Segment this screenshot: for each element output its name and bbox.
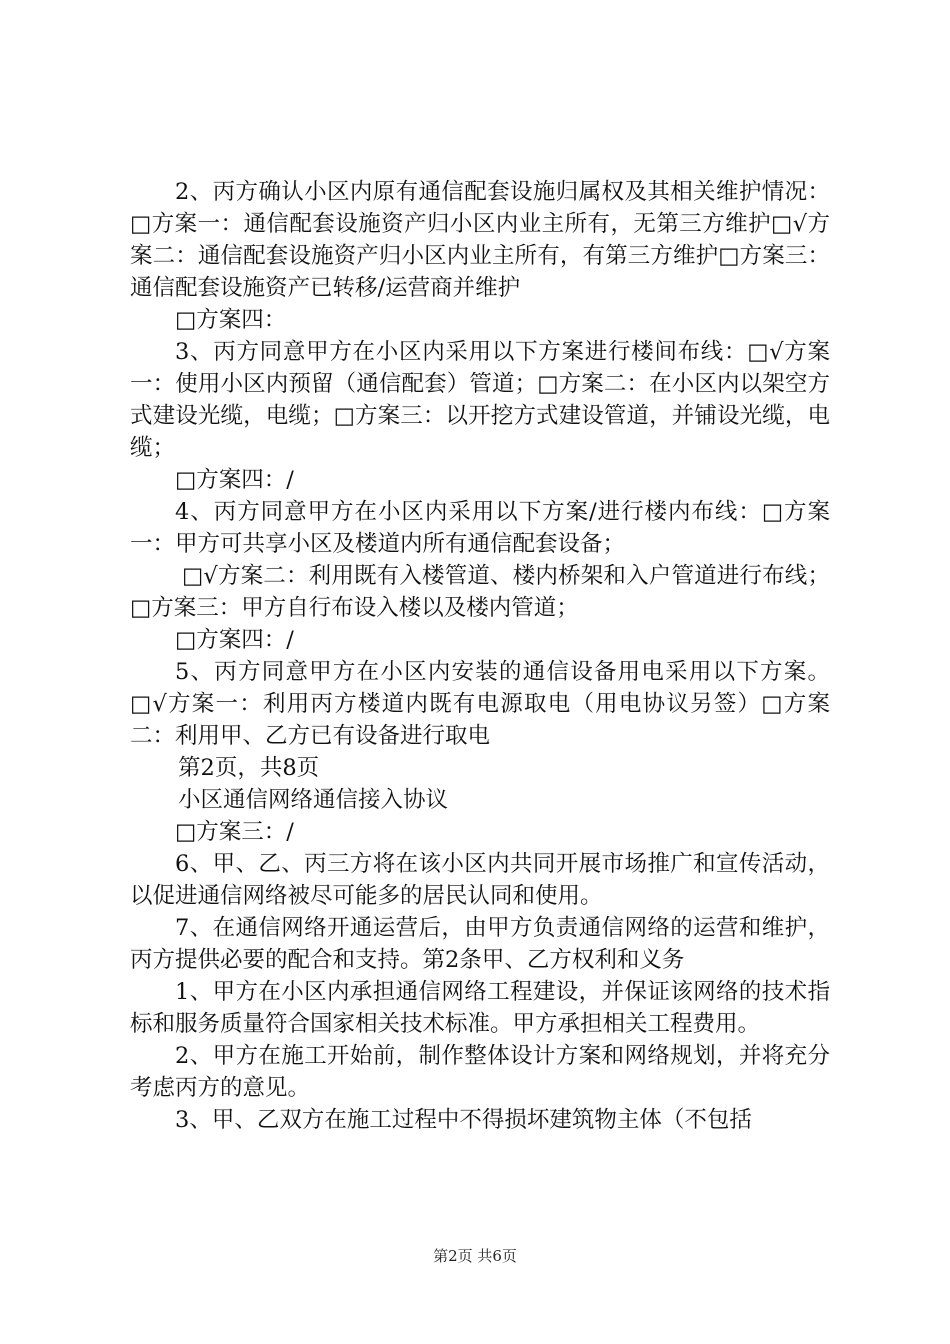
paragraph-rights-1: 1、甲方在小区内承担通信网络工程建设，并保证该网络的技术指标和服务质量符合国家相关技术标准。甲方承担相关工程费用。	[130, 979, 830, 1037]
paragraph-option-4-slash: □方案四：/	[175, 467, 294, 493]
paragraph-clause-5: 5、丙方同意甲方在小区内安装的通信设备用电采用以下方案。□√方案一：利用丙方楼道内既有电源取电（用电协议另签）□方案二：利用甲、乙方已有设备进行取电	[130, 659, 830, 749]
paragraph-rights-3: 3、甲、乙双方在施工过程中不得损坏建筑物主体（不包括	[175, 1107, 752, 1133]
paragraph-clause-6: 6、甲、乙、丙三方将在该小区内共同开展市场推广和宣传活动，以促进通信网络被尽可能多的居民认同和使用。	[130, 851, 830, 909]
page-footer: 第2页 共6页	[433, 1247, 517, 1265]
paragraph-option-4: □方案四：	[175, 307, 287, 333]
paragraph-clause-7: 7、在通信网络开通运营后，由甲方负责通信网络的运营和维护，丙方提供必要的配合和支持。第2条甲、乙方权利和义务	[130, 915, 830, 973]
inline-page-marker: 第2页，共8页	[178, 755, 320, 781]
paragraph-option-3-slash: □方案三：/	[175, 819, 294, 845]
document-body	[130, 176, 830, 1136]
paragraph-clause-4-option-2: □√方案二：利用既有入楼管道、楼内桥架和入户管道进行布线；□方案三：甲方自行布设入楼以及楼内管道；	[130, 563, 830, 621]
paragraph-clause-3: 3、丙方同意甲方在小区内采用以下方案进行楼间布线：□√方案一：使用小区内预留（通信配套）管道；□方案二：在小区内以架空方式建设光缆，电缆；□方案三：以开挖方式建设管道，并铺设光缆，电缆；	[130, 339, 830, 461]
paragraph-clause-4: 4、丙方同意甲方在小区内采用以下方案/进行楼内布线：□方案一：甲方可共享小区及楼道内所有通信配套设备；	[130, 499, 830, 557]
paragraph-rights-2: 2、甲方在施工开始前，制作整体设计方案和网络规划，并将充分考虑丙方的意见。	[130, 1043, 830, 1101]
paragraph-clause-2: 2、丙方确认小区内原有通信配套设施归属权及其相关维护情况：□方案一：通信配套设施资产归小区内业主所有，无第三方维护□√方案二：通信配套设施资产归小区内业主所有，有第三方维护□方案三：通信配套设施资产已转移/运营商并维护	[130, 179, 830, 301]
paragraph-option-4-slash-b: □方案四：/	[175, 627, 294, 653]
inline-document-title: 小区通信网络通信接入协议	[178, 787, 449, 813]
